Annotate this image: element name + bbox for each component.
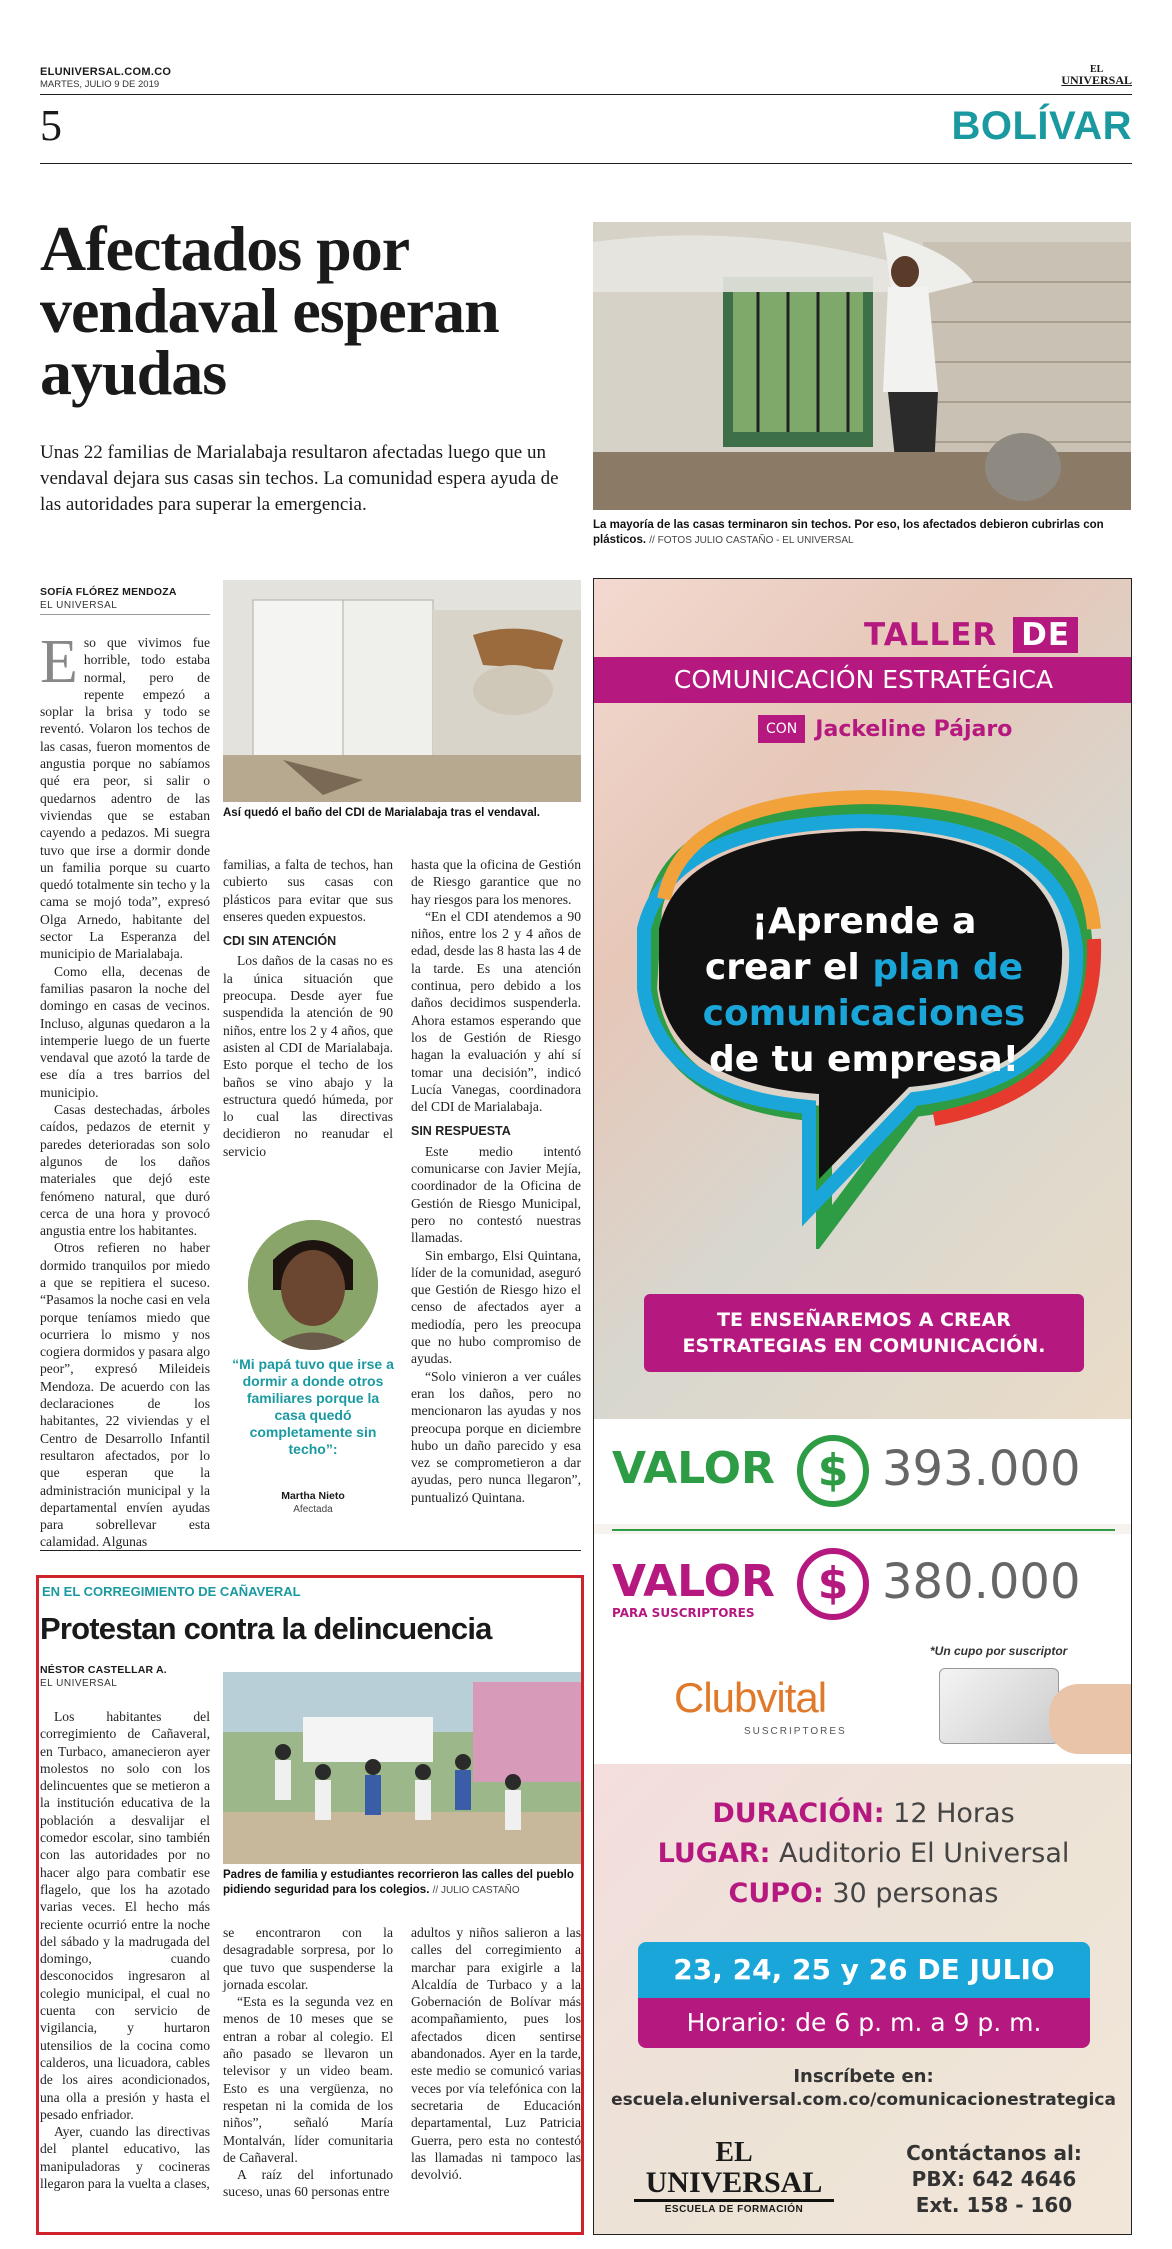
second-column-1 — [40, 1708, 210, 2192]
bubble-line-2a: crear el — [704, 947, 873, 988]
section-rule — [40, 163, 1132, 164]
ad-info-panel — [594, 1764, 1132, 2235]
lead-col3-p5: “Solo vinieron a ver cuáles eran los daños, pero no mencionaron las ayudas y nos preocupa porque en diciembre hubo un daño parecido y esa vez se comprometieron a dar ayudas, pero nunca llegaron”, puntualizó Quintana. — [411, 1368, 581, 1505]
byline-rule — [40, 614, 210, 615]
second-byline-org: EL UNIVERSAL — [40, 1678, 118, 1689]
bubble-line-2 — [634, 945, 1094, 991]
valor-sub-label: VALOR — [612, 1556, 775, 1607]
contact-block — [874, 2140, 1114, 2218]
lead-col2-p1: familias, a falta de techos, han cubierto sus casas con plásticos para evitar que sus enseres queden expuestos. — [223, 857, 393, 924]
second-byline: NÉSTOR CASTELLAR A. — [40, 1664, 167, 1676]
bubble-line-3: comunicaciones — [702, 993, 1026, 1034]
lead-col2-p2: Los daños de la casas no es la única situación que preocupa. Desde ayer fue suspendida la atención de 90 niños, entre los 2 y 4 años, que asisten al CDI de Marialabaja. Esto porque el techo de los baños se vino abajo y la estructura quedó húmeda, por lo cual las directivas decidieron no reanudar el servicio — [223, 953, 393, 1159]
hand-graphic — [1049, 1684, 1132, 1754]
lead-headline: Afectados por vendaval esperan ayudas — [40, 213, 499, 408]
ad-taller-word: TALLER — [864, 617, 998, 653]
subscribers-label: PARA SUSCRIPTORES — [612, 1606, 755, 1620]
membership-card — [939, 1668, 1059, 1744]
ad-de-box: DE — [1013, 617, 1078, 653]
protest-caption-text: Padres de familia y estudiantes recorrieron las calles del pueblo pidiendo seguridad para los colegios. — [223, 1869, 574, 1896]
hours-box: Horario: de 6 p. m. a 9 p. m. — [638, 1998, 1090, 2048]
price-regular: 393.000 — [882, 1441, 1081, 1497]
second-kicker: EN EL CORREGIMIENTO DE CAÑAVERAL — [42, 1584, 301, 1599]
second-column-3 — [411, 1924, 581, 2183]
duration-label: DURACIÓN: — [712, 1798, 885, 1829]
school-logo-sub: ESCUELA DE FORMACIÓN — [664, 2204, 804, 2215]
site-url[interactable]: ELUNIVERSAL.COM.CO — [40, 66, 172, 78]
section-title[interactable]: BOLÍVAR — [951, 104, 1132, 148]
second-col2-p3: A raíz del infortunado suceso, unas 60 personas entre — [223, 2167, 393, 2200]
place-value: Auditorio El Universal — [779, 1838, 1070, 1869]
ad-taller — [864, 617, 1078, 653]
lead-photo-scene — [593, 222, 1131, 510]
contact-pbx: PBX: 642 4646 — [911, 2167, 1077, 2191]
protest-photo-scene — [223, 1672, 581, 1864]
second-col3-p1: adultos y niños salieron a las calles del corregimiento a marchar para exigirle a la Alcaldía de Turbaco y a la Gobernación de Bolívar más acompañamiento, pues los afectados dicen sentirse abandonados. Ayer en la tarde, este medio se comunicó varias veces por vía telefónica con la secretaria de Educación departamental, Luz Patricia Guerra, pero esta no contestó las llamadas ni tampoco las devolvió. — [411, 1925, 581, 2183]
issue-date: MARTES, JULIO 9 DE 2019 — [40, 79, 160, 90]
second-col2-p1: se encontraron con la desagradable sorpresa, por lo que tuvo que suspenderse la jornada escolar. — [223, 1925, 393, 1992]
lead-column-1 — [40, 628, 210, 1551]
duration-value: 12 Horas — [893, 1798, 1015, 1829]
place-line — [594, 1834, 1132, 1874]
lead-col1-p1: so que vivimos fue horrible, todo estaba normal, pero de repente empezó a soplar la brisa y todo se reventó. Volaron los techos de las casas, fueron momentos de angustia porque no sabíamos qué era peor, si salir o quedarnos adentro de las viviendas que se estaban cayendo a pedazos. Mi suegra tuvo que irse a dormir donde un familia porque su cuarto quedó totalmente sin techo y la cama se mojó toda”, expresó Olga Arnedo, habitante del sector La Esperanza del municipio de Marialabaja. — [40, 635, 210, 962]
bathroom-photo-caption: Así quedó el baño del CDI de Marialabaja tras el vendaval. — [223, 807, 540, 819]
ad-con: CON — [758, 715, 805, 743]
ad-presenter — [758, 713, 1012, 745]
ad-presenter-name: Jackeline Pájaro — [815, 716, 1013, 742]
dates-box: 23, 24, 25 y 26 DE JULIO — [638, 1942, 1090, 1998]
second-col2-p2: “Esta es la segunda vez en menos de 10 meses que se entran a robar al colegio. El año pasado se llevaron un televisor y un video beam. Esto es una vergüenza, no respetan ni la comida de los niños”, señaló María Montalván, líder comunitaria de Cañaveral. — [223, 1994, 393, 2165]
place-label: LUGAR: — [657, 1838, 771, 1869]
quote-role: Afectada — [293, 1504, 333, 1515]
capacity-label: CUPO: — [728, 1878, 824, 1909]
dollar-icon-magenta: $ — [797, 1548, 869, 1620]
contact-ext: Ext. 158 - 160 — [915, 2193, 1073, 2217]
lead-col3-p2: “En el CDI atendemos a 90 niños, entre los 2 y 4 años de edad, desde las 8 hasta las 4 de la tarde. Es una atención continua, pero debido a los daños decidimos suspenderla. Ahora estamos esperando que los de Gestión de Riesgo hagan la evaluación y ahí sí tomar una decisión”, indicó Lucía Vanegas, coordinadora del CDI de Marialabaja. — [411, 908, 581, 1115]
quote-name: Martha Nieto — [281, 1490, 345, 1502]
signup-url[interactable]: escuela.eluniversal.com.co/comunicacionestrategica — [611, 2090, 1116, 2110]
advertisement[interactable] — [593, 578, 1132, 2235]
lead-column-3 — [411, 856, 581, 1506]
duration-line — [594, 1794, 1132, 1834]
second-col1-p1: Los habitantes del corregimiento de Cañaveral, en Turbaco, amanecieron ayer molestos no solo con los delincuentes que se metieron a la institución educativa de la población a desvalijar el comedor escolar, sino también con las autoridades por no hacer algo para combatir ese flagelo, que los ha azotado varias veces. El hecho más reciente ocurrió entre la noche del sábado y la madrugada del domingo, cuando desconocidos ingresaron al colegio municipal, el cual no cuenta con servicio de vigilancia, y hurtaron utensilios de la cocina como calderos, una licuadora, cables de los aires acondicionados, una olla a presión y hasta el pesado enfriador. — [40, 1709, 210, 2122]
quote-portrait — [248, 1220, 378, 1350]
lead-byline-org: EL UNIVERSAL — [40, 600, 118, 611]
lead-deck: Unas 22 familias de Marialabaja resultaron afectadas luego que un vendaval dejara sus casas sin techos. La comunidad espera ayuda de las autoridades para superar la emergencia. — [40, 442, 559, 515]
lead-col3-heading: SIN RESPUESTA — [411, 1124, 511, 1139]
lead-byline: SOFÍA FLÓREZ MENDOZA — [40, 586, 177, 598]
protest-photo-credit: // JULIO CASTAÑO — [432, 1885, 520, 1896]
page-number: 5 — [40, 101, 62, 150]
price-row-2 — [594, 1534, 1132, 1644]
capacity-line — [594, 1874, 1132, 1914]
school-logo-el: EL — [715, 2137, 753, 2168]
price-rule — [612, 1529, 1115, 1531]
lead-col2-heading: CDI SIN ATENCIÓN — [223, 934, 337, 949]
dropcap: E — [40, 628, 78, 696]
dollar-icon-green: $ — [797, 1435, 869, 1507]
valor-label: VALOR — [612, 1443, 775, 1494]
lead-col3-p3: Este medio intentó comunicarse con Javier Mejía, coordinador de la Oficina de Gestión de Riesgo Municipal, pero no contestó nuestras llamadas. — [411, 1143, 581, 1246]
bubble-line-1: ¡Aprende a — [751, 901, 977, 942]
story-divider — [40, 1550, 581, 1551]
info-lines — [594, 1794, 1132, 1914]
masthead-logo — [1061, 64, 1132, 86]
ad-banner: TE ENSEÑAREMOS A CREAR ESTRATEGIAS EN COMUNICACIÓN. — [644, 1294, 1084, 1372]
protest-photo-caption — [223, 1868, 581, 1898]
lead-photo-caption-text: La mayoría de las casas terminaron sin techos. Por eso, los afectados debieron cubrirlas con plásticos. — [593, 519, 1104, 546]
contact-label: Contáctanos al: — [906, 2141, 1082, 2165]
lead-col3-p4: Sin embargo, Elsi Quintana, líder de la comunidad, aseguró que Gestión de Riesgo hizo el censo de afectados ayer a mediodía, pero les preocupa que no hubo compromiso de ayudas. — [411, 1247, 581, 1367]
lead-column-2 — [223, 856, 393, 1160]
header-rule — [40, 94, 1132, 95]
clubvital-row — [594, 1644, 1132, 1764]
portrait-figure — [248, 1220, 378, 1350]
bathroom-photo-scene — [223, 580, 581, 802]
capacity-value: 30 personas — [832, 1878, 999, 1909]
clubvital-sub: SUSCRIPTORES — [744, 1726, 847, 1737]
lead-photo — [593, 222, 1131, 510]
pull-quote: “Mi papá tuvo que irse a dormir a donde otros familiares porque la casa quedó completamente sin techo”: — [232, 1356, 394, 1457]
ad-band: COMUNICACIÓN ESTRATÉGICA — [594, 657, 1132, 703]
masthead-logo-el: EL — [1089, 64, 1104, 75]
lead-photo-caption — [593, 518, 1131, 548]
lead-col1-p4: Otros refieren no haber dormido tranquilos por miedo a que se repitiera el suceso. “Pasamos la noche casi en vela porque teníamos miedo que ocurriera lo mismo y nos cogiera dormidos y pasara algo peor”, expresó Mileideis Mendoza. De acuerdo con las declaraciones de los habitantes, 22 viviendas y el Centro de Desarrollo Infantil resultaron afectados, por lo que esperan que la administración municipal y la departamental envíen ayudas para sobrellevar esta calamidad. Algunas — [40, 1240, 210, 1550]
second-column-2 — [223, 1924, 393, 2201]
masthead-logo-universal: UNIVERSAL — [1061, 73, 1132, 87]
signup-label: Inscríbete en: — [793, 2066, 934, 2087]
second-headline: Protestan contra la delincuencia — [40, 1611, 492, 1646]
bubble-line-4: de tu empresa! — [708, 1039, 1020, 1080]
lead-col1-p2: Como ella, decenas de familias pasaron la noche del domingo en casas de vecinos. Incluso, algunas quedaron a la intemperie luego de un fuerte vendaval que azotó la tarde de ese día a tres barrios del municipio. — [40, 963, 210, 1100]
clubvital-logo: Clubvital — [674, 1674, 827, 1721]
second-col1-p2: Ayer, cuando las directivas del plantel educativo, las manipuladoras y cocineras llegaron para la vuelta a clases, — [40, 2124, 210, 2192]
lead-photo-credit: // FOTOS JULIO CASTAÑO - EL UNIVERSAL — [649, 535, 854, 546]
school-logo — [634, 2139, 834, 2215]
lead-col1-p3: Casas destechadas, árboles caídos, pedazos de eternit y paredes deterioradas son solo algunos de los daños materiales que dejó este fenómeno natural, que duró cerca de una hora y provocó angustia entre los habitantes. — [40, 1102, 210, 1239]
bubble-line-2b: plan de — [872, 947, 1024, 988]
price-subscriber: 380.000 — [882, 1554, 1081, 1610]
price-row-1 — [594, 1419, 1132, 1524]
cupo-note: *Un cupo por suscriptor — [930, 1644, 1068, 1658]
school-logo-universal: UNIVERSAL — [634, 2167, 834, 2202]
bathroom-photo — [223, 580, 581, 802]
protest-photo — [223, 1672, 581, 1864]
bubble-text — [634, 899, 1094, 1083]
lead-col3-p1: hasta que la oficina de Gestión de Riesgo garantice que no hay riesgos para los menores. — [411, 857, 581, 907]
